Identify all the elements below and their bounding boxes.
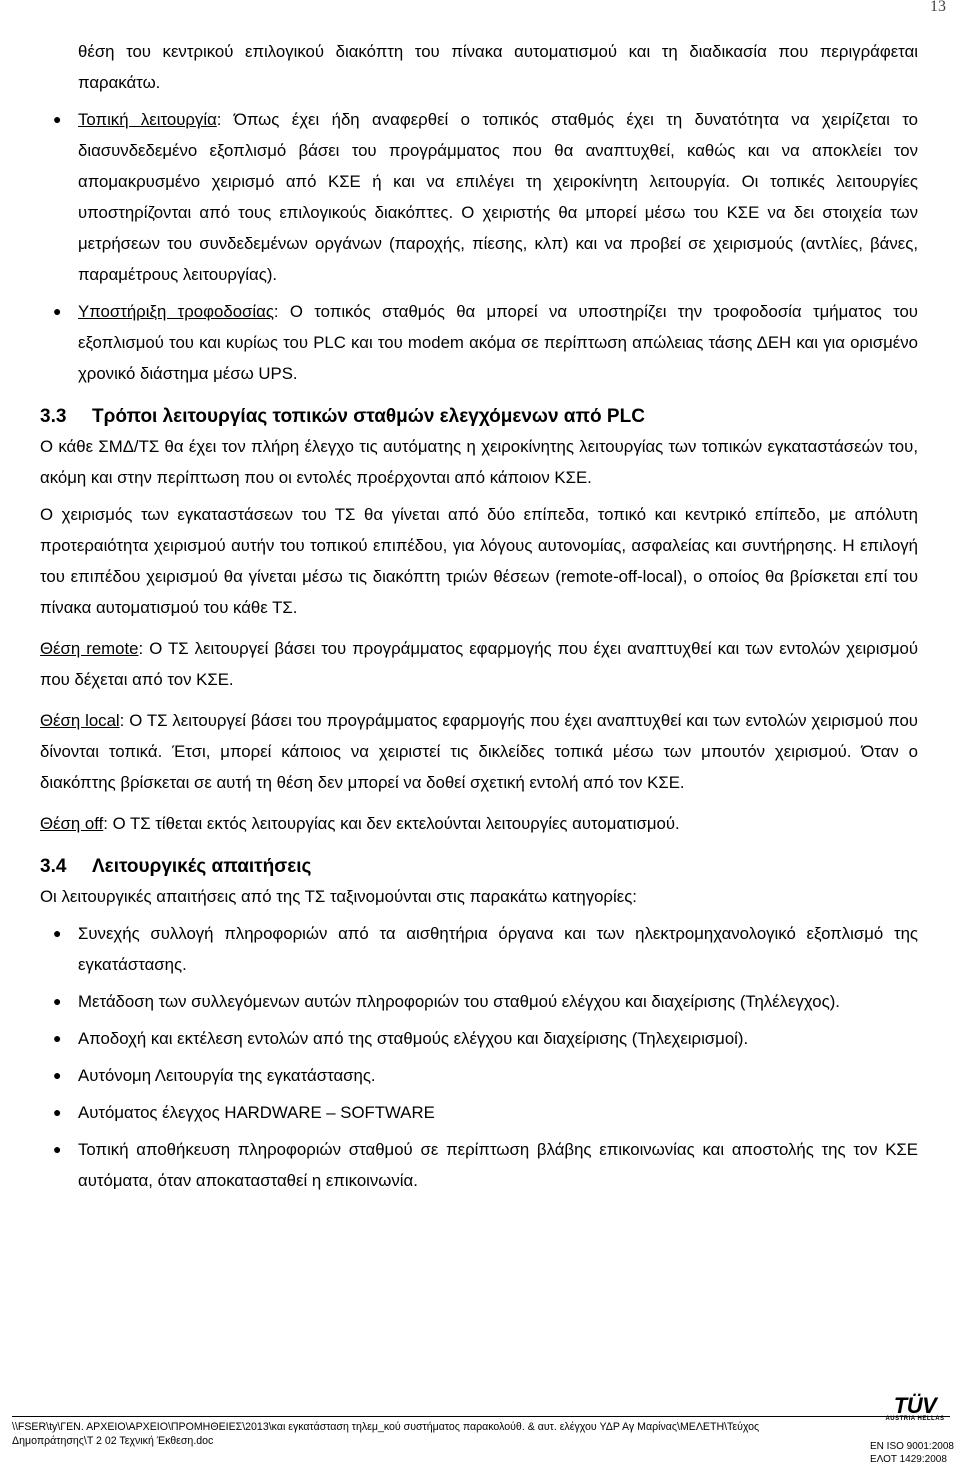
position-text: : Ο ΤΣ λειτουργεί βάσει του προγράμματος εφαρμογής που έχει αναπτυχθεί και των εντολών χειρισμού που δέχεται από τον ΚΣΕ.: [40, 639, 918, 689]
bullet-icon: ●: [53, 1104, 62, 1120]
requirement-item: [40, 1023, 918, 1054]
bullet-icon: ●: [53, 303, 62, 319]
bullet-icon: ●: [53, 925, 62, 941]
requirement-item: [40, 986, 918, 1017]
position-text: : Ο ΤΣ λειτουργεί βάσει του προγράμματος εφαρμογής που έχει αναπτυχθεί και των εντολών χειρισμού που δίνονται τοπικά. Έτσι, μπορεί κάποιος να χειριστεί τις δικλείδες τοπικά μέσω των μπουτόν χειρισμού. Όταν ο διακόπτης βρίσκεται σε αυτή τη θέση δεν μπορεί να δοθεί σχετική εντολή από τον ΚΣΕ.: [40, 711, 918, 792]
logo-main: TÜV: [893, 1393, 937, 1418]
bullet-power-support: [40, 296, 918, 389]
position-off: [40, 808, 918, 839]
footer-divider: [12, 1416, 950, 1417]
bullet-title: Τοπική λειτουργία: [78, 110, 217, 129]
requirement-text: Τοπική αποθήκευση πληροφοριών σταθμού σε περίπτωση βλάβης επικοινωνίας και αποστολής της τον ΚΣΕ αυτόματα, όταν αποκατασταθεί η επικοινωνία.: [78, 1140, 918, 1190]
requirement-text: Αποδοχή και εκτέλεση εντολών από της σταθμούς ελέγχου και διαχείρισης (Τηλεχειρισμοί).: [78, 1029, 749, 1048]
bullet-icon: ●: [53, 111, 62, 127]
bullet-text: : Όπως έχει ήδη αναφερθεί ο τοπικός σταθμός έχει τη δυνατότητα να χειρίζεται το διασυνδεδεμένο εξοπλισμό βάσει του προγράμματος που θα αναπτυχθεί, καθώς και να αποκλείει τον απομακρυσμένο χειρισμό από ΚΣΕ ή και να επιλέγει τη χειροκίνητη λειτουργία. Οι τοπικές λειτουργίες υποστηρίζονται από τους επιλογικούς διακόπτες. Ο χειριστής θα μπορεί μέσω του ΚΣΕ να δει στοιχεία των μετρήσεων του συνδεδεμένων οργάνων (παροχής, πίεσης, κλπ) και να προβεί σε χειρισμούς (αντλίες, βάνες, παραμέτρους λειτουργίας).: [78, 110, 918, 284]
bullet-icon: ●: [53, 1141, 62, 1157]
section-number: 3.3: [40, 406, 67, 427]
requirement-text: Αυτόματος έλεγχος HARDWARE – SOFTWARE: [78, 1103, 435, 1122]
cert-iso: EN ISO 9001:2008: [870, 1441, 954, 1452]
position-label: Θέση remote: [40, 639, 139, 658]
requirement-text: Αυτόνομη Λειτουργία της εγκατάστασης.: [78, 1066, 376, 1085]
section-heading-3-3: [40, 403, 918, 431]
bullet-icon: ●: [53, 1030, 62, 1046]
footer-path: [12, 1420, 872, 1448]
position-local: [40, 705, 918, 798]
position-text: : Ο ΤΣ τίθεται εκτός λειτουργίας και δεν εκτελούνται λειτουργίες αυτοματισμού.: [103, 814, 680, 833]
section-title: Λειτουργικές απαιτήσεις: [92, 856, 312, 877]
bullet-icon: ●: [53, 993, 62, 1009]
section-number: 3.4: [40, 856, 67, 877]
tuv-logo: [880, 1393, 950, 1423]
bullet-title: Υποστήριξη τροφοδοσίας: [78, 302, 274, 321]
bullet-icon: ●: [53, 1067, 62, 1083]
footer-path-line1: \\FSER\ty\ΓΕΝ. ΑΡΧΕΙΟ\ΑΡΧΕΙΟ\ΠΡΟΜΗΘΕΙΕΣ\2013\και εγκατάσταση τηλεμ_κού συστήματος παρακολούθ. & αυτ. ελέγχου ΥΔΡ Αγ Μαρίνας\ΜΕΛΕΤΗ\Τεύχος: [12, 1421, 760, 1433]
requirement-item: [40, 1060, 918, 1091]
position-label: Θέση off: [40, 814, 104, 833]
document-body: [40, 36, 918, 1196]
section-heading-3-4: [40, 853, 918, 881]
requirement-text: Μετάδοση των συλλεγόμενων αυτών πληροφοριών του σταθμού ελέγχου και διαχείρισης (Τηλέλεγχος).: [78, 992, 840, 1011]
page-number: 13: [930, 0, 946, 15]
section-title: Τρόποι λειτουργίας τοπικών σταθμών ελεγχόμενων από PLC: [92, 406, 645, 427]
position-label: Θέση local: [40, 711, 120, 730]
bullet-local-operation: [40, 104, 918, 290]
bullet-text: : Ο τοπικός σταθμός θα μπορεί να υποστηρίζει την τροφοδοσία τμήματος του εξοπλισμού του και κυρίως του PLC και του modem ακόμα σε περίπτωση απώλειας τάσης ΔΕΗ και για ορισμένο χρονικό διάστημα μέσω UPS.: [78, 302, 918, 383]
intro-continuation: θέση του κεντρικού επιλογικού διακόπτη του πίνακα αυτοματισμού και τη διαδικασία που περιγράφεται παρακάτω.: [78, 42, 918, 92]
paragraph: Ο χειρισμός των εγκαταστάσεων του ΤΣ θα γίνεται από δύο επίπεδα, τοπικό και κεντρικό επίπεδο, με απόλυτη προτεραιότητα χειρισμού αυτήν του τοπικού επιπέδου, για λόγους αυτονομίας, ασφαλείας και συντήρησης. Η επιλογή του επιπέδου χειρισμού θα γίνεται μέσω τις διακόπτη τριών θέσεων (remote-off-local), ο οποίος θα βρίσκεται επί του πίνακα αυτοματισμού του κάθε ΤΣ.: [40, 505, 918, 617]
logo-sub: AUSTRIA HELLAS: [885, 1416, 945, 1422]
paragraph: Ο κάθε ΣΜΔ/ΤΣ θα έχει τον πλήρη έλεγχο τις αυτόματης η χειροκίνητης λειτουργίας των τοπικών εγκαταστάσεών του, ακόμη και στην περίπτωση που οι εντολές προέρχονται από κάποιον ΚΣΕ.: [40, 437, 918, 487]
requirement-item: [40, 918, 918, 980]
cert-elot: ΕΛΟΤ 1429:2008: [870, 1454, 947, 1465]
requirement-item: [40, 1097, 918, 1128]
footer-path-line2: Δημοπράτησης\Τ 2 02 Τεχνική Έκθεση.doc: [12, 1435, 214, 1447]
requirement-text: Συνεχής συλλογή πληροφοριών από τα αισθητήρια όργανα και των ηλεκτρομηχανολογικό εξοπλισμό της εγκατάστασης.: [78, 924, 918, 974]
certifications: [870, 1440, 960, 1466]
requirement-item: [40, 1134, 918, 1196]
section-intro: Οι λειτουργικές απαιτήσεις από της ΤΣ ταξινομούνται στις παρακάτω κατηγορίες:: [40, 887, 637, 906]
position-remote: [40, 633, 918, 695]
